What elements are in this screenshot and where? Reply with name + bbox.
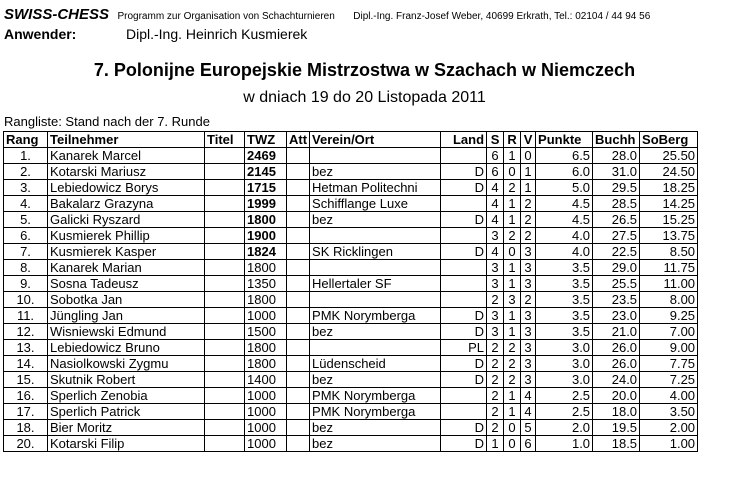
player-name-cell: Kanarek Marcel (48, 148, 205, 164)
draws-cell: 1 (504, 196, 521, 212)
draws-cell: 1 (504, 308, 521, 324)
buchholz-cell: 23.0 (593, 308, 640, 324)
title-cell (205, 196, 245, 212)
sonneborn-berger-cell: 14.25 (640, 196, 698, 212)
club-cell: bez (310, 212, 441, 228)
club-cell: bez (310, 324, 441, 340)
sonneborn-berger-cell: 4.00 (640, 388, 698, 404)
wins-cell: 1 (487, 436, 504, 452)
att-cell (287, 292, 310, 308)
draws-cell: 0 (504, 244, 521, 260)
rang-cell: 15. (4, 372, 48, 388)
title-cell (205, 372, 245, 388)
losses-cell: 3 (521, 324, 536, 340)
sonneborn-berger-cell: 7.25 (640, 372, 698, 388)
buchholz-cell: 26.0 (593, 340, 640, 356)
club-cell: bez (310, 420, 441, 436)
att-cell (287, 212, 310, 228)
points-cell: 2.5 (536, 404, 593, 420)
rang-cell: 14. (4, 356, 48, 372)
draws-cell: 1 (504, 276, 521, 292)
points-cell: 3.0 (536, 340, 593, 356)
club-cell (310, 260, 441, 276)
att-cell (287, 228, 310, 244)
country-cell (441, 276, 487, 292)
wins-cell: 6 (487, 148, 504, 164)
club-cell (310, 228, 441, 244)
points-cell: 4.5 (536, 212, 593, 228)
title-cell (205, 324, 245, 340)
wins-cell: 2 (487, 356, 504, 372)
rang-cell: 4. (4, 196, 48, 212)
col-header-punkte: Punkte (536, 132, 593, 148)
losses-cell: 0 (521, 148, 536, 164)
rating-cell: 1000 (245, 388, 287, 404)
col-header-v: V (521, 132, 536, 148)
rating-cell: 1350 (245, 276, 287, 292)
player-name-cell: Lebiedowicz Bruno (48, 340, 205, 356)
rang-cell: 11. (4, 308, 48, 324)
rating-cell: 1800 (245, 356, 287, 372)
rang-cell: 5. (4, 212, 48, 228)
points-cell: 3.0 (536, 356, 593, 372)
losses-cell: 2 (521, 228, 536, 244)
rating-cell: 1000 (245, 404, 287, 420)
buchholz-cell: 29.0 (593, 260, 640, 276)
rating-cell: 1900 (245, 228, 287, 244)
club-cell: SK Ricklingen (310, 244, 441, 260)
title-cell (205, 164, 245, 180)
country-cell (441, 404, 487, 420)
rating-cell: 2469 (245, 148, 287, 164)
club-cell: PMK Norymberga (310, 308, 441, 324)
table-row (4, 436, 698, 452)
draws-cell: 1 (504, 388, 521, 404)
draws-cell: 2 (504, 228, 521, 244)
player-name-cell: Galicki Ryszard (48, 212, 205, 228)
player-name-cell: Bakalarz Grazyna (48, 196, 205, 212)
draws-cell: 0 (504, 164, 521, 180)
wins-cell: 3 (487, 276, 504, 292)
rating-cell: 1800 (245, 212, 287, 228)
title-cell (205, 260, 245, 276)
club-cell: bez (310, 436, 441, 452)
col-header-att: Att (287, 132, 310, 148)
draws-cell: 1 (504, 404, 521, 420)
draws-cell: 1 (504, 260, 521, 276)
buchholz-cell: 19.5 (593, 420, 640, 436)
rang-cell: 9. (4, 276, 48, 292)
table-row (4, 212, 698, 228)
att-cell (287, 420, 310, 436)
losses-cell: 6 (521, 436, 536, 452)
rating-cell: 1800 (245, 260, 287, 276)
player-name-cell: Wisniewski Edmund (48, 324, 205, 340)
losses-cell: 3 (521, 244, 536, 260)
points-cell: 4.5 (536, 196, 593, 212)
draws-cell: 3 (504, 292, 521, 308)
sonneborn-berger-cell: 18.25 (640, 180, 698, 196)
title-cell (205, 404, 245, 420)
losses-cell: 5 (521, 420, 536, 436)
sonneborn-berger-cell: 8.00 (640, 292, 698, 308)
losses-cell: 3 (521, 276, 536, 292)
club-cell: Hellertaler SF (310, 276, 441, 292)
title-cell (205, 340, 245, 356)
rating-cell: 1715 (245, 180, 287, 196)
sonneborn-berger-cell: 8.50 (640, 244, 698, 260)
table-row (4, 260, 698, 276)
losses-cell: 3 (521, 356, 536, 372)
col-header-rang: Rang (4, 132, 48, 148)
country-cell: D (441, 324, 487, 340)
att-cell (287, 372, 310, 388)
buchholz-cell: 18.5 (593, 436, 640, 452)
table-row (4, 292, 698, 308)
wins-cell: 2 (487, 292, 504, 308)
sonneborn-berger-cell: 1.00 (640, 436, 698, 452)
rang-cell: 17. (4, 404, 48, 420)
rang-cell: 1. (4, 148, 48, 164)
club-cell (310, 340, 441, 356)
col-header-s: S (487, 132, 504, 148)
country-cell (441, 260, 487, 276)
country-cell: D (441, 436, 487, 452)
sonneborn-berger-cell: 15.25 (640, 212, 698, 228)
title-cell (205, 148, 245, 164)
country-cell (441, 228, 487, 244)
sonneborn-berger-cell: 11.75 (640, 260, 698, 276)
sonneborn-berger-cell: 11.00 (640, 276, 698, 292)
rating-cell: 2145 (245, 164, 287, 180)
losses-cell: 3 (521, 372, 536, 388)
player-name-cell: Jüngling Jan (48, 308, 205, 324)
buchholz-cell: 27.5 (593, 228, 640, 244)
author-address: Dipl.-Ing. Franz-Josef Weber, 40699 Erkrath, Tel.: 02104 / 44 94 56 (353, 11, 651, 22)
losses-cell: 1 (521, 180, 536, 196)
rang-cell: 6. (4, 228, 48, 244)
points-cell: 4.0 (536, 244, 593, 260)
sonneborn-berger-cell: 25.50 (640, 148, 698, 164)
att-cell (287, 388, 310, 404)
buchholz-cell: 23.5 (593, 292, 640, 308)
program-description: Programm zur Organisation von Schachturnieren (117, 11, 335, 22)
rang-cell: 16. (4, 388, 48, 404)
club-cell: Lüdenscheid (310, 356, 441, 372)
losses-cell: 2 (521, 212, 536, 228)
col-header-twz: TWZ (245, 132, 287, 148)
table-row (4, 324, 698, 340)
club-cell (310, 292, 441, 308)
table-row (4, 180, 698, 196)
country-cell: D (441, 308, 487, 324)
buchholz-cell: 22.5 (593, 244, 640, 260)
player-name-cell: Kusmierek Kasper (48, 244, 205, 260)
sonneborn-berger-cell: 3.50 (640, 404, 698, 420)
buchholz-cell: 28.5 (593, 196, 640, 212)
points-cell: 3.5 (536, 260, 593, 276)
draws-cell: 1 (504, 324, 521, 340)
points-cell: 3.5 (536, 308, 593, 324)
draws-cell: 1 (504, 148, 521, 164)
buchholz-cell: 26.0 (593, 356, 640, 372)
buchholz-cell: 18.0 (593, 404, 640, 420)
points-cell: 3.5 (536, 324, 593, 340)
att-cell (287, 260, 310, 276)
player-name-cell: Skutnik Robert (48, 372, 205, 388)
table-row (4, 164, 698, 180)
player-name-cell: Sobotka Jan (48, 292, 205, 308)
losses-cell: 4 (521, 404, 536, 420)
title-cell (205, 388, 245, 404)
rang-cell: 8. (4, 260, 48, 276)
table-row (4, 244, 698, 260)
player-name-cell: Kanarek Marian (48, 260, 205, 276)
country-cell: D (441, 356, 487, 372)
country-cell: D (441, 372, 487, 388)
buchholz-cell: 28.0 (593, 148, 640, 164)
club-cell: PMK Norymberga (310, 404, 441, 420)
brand-name: SWISS-CHESS (4, 6, 110, 23)
country-cell: PL (441, 340, 487, 356)
att-cell (287, 196, 310, 212)
sonneborn-berger-cell: 2.00 (640, 420, 698, 436)
att-cell (287, 244, 310, 260)
losses-cell: 3 (521, 340, 536, 356)
club-cell: Schifflange Luxe (310, 196, 441, 212)
col-header-verein: Verein/Ort (310, 132, 441, 148)
col-header-buchh: Buchh (593, 132, 640, 148)
points-cell: 4.0 (536, 228, 593, 244)
player-name-cell: Lebiedowicz Borys (48, 180, 205, 196)
player-name-cell: Nasiolkowski Zygmu (48, 356, 205, 372)
att-cell (287, 436, 310, 452)
wins-cell: 2 (487, 420, 504, 436)
title-cell (205, 244, 245, 260)
title-cell (205, 292, 245, 308)
country-cell: D (441, 420, 487, 436)
rang-cell: 3. (4, 180, 48, 196)
draws-cell: 1 (504, 212, 521, 228)
rating-cell: 1500 (245, 324, 287, 340)
points-cell: 6.5 (536, 148, 593, 164)
rating-cell: 1999 (245, 196, 287, 212)
wins-cell: 4 (487, 196, 504, 212)
points-cell: 6.0 (536, 164, 593, 180)
rang-cell: 13. (4, 340, 48, 356)
losses-cell: 1 (521, 164, 536, 180)
wins-cell: 6 (487, 164, 504, 180)
buchholz-cell: 20.0 (593, 388, 640, 404)
country-cell (441, 148, 487, 164)
sonneborn-berger-cell: 13.75 (640, 228, 698, 244)
rang-cell: 12. (4, 324, 48, 340)
buchholz-cell: 24.0 (593, 372, 640, 388)
user-line (4, 26, 307, 42)
draws-cell: 0 (504, 436, 521, 452)
wins-cell: 2 (487, 404, 504, 420)
player-name-cell: Bier Moritz (48, 420, 205, 436)
buchholz-cell: 25.5 (593, 276, 640, 292)
player-name-cell: Sperlich Zenobia (48, 388, 205, 404)
table-row (4, 196, 698, 212)
rating-cell: 1400 (245, 372, 287, 388)
wins-cell: 2 (487, 372, 504, 388)
club-cell: bez (310, 372, 441, 388)
att-cell (287, 180, 310, 196)
country-cell (441, 292, 487, 308)
wins-cell: 2 (487, 340, 504, 356)
title-cell (205, 308, 245, 324)
table-row (4, 148, 698, 164)
title-cell (205, 180, 245, 196)
tournament-title: 7. Polonijne Europejskie Mistrzostwa w Szachach w Niemczech (93, 60, 636, 80)
points-cell: 5.0 (536, 180, 593, 196)
draws-cell: 2 (504, 356, 521, 372)
rang-cell: 2. (4, 164, 48, 180)
att-cell (287, 308, 310, 324)
country-cell: D (441, 180, 487, 196)
player-name-cell: Sosna Tadeusz (48, 276, 205, 292)
standings-table (3, 131, 698, 452)
points-cell: 3.5 (536, 292, 593, 308)
sonneborn-berger-cell: 7.75 (640, 356, 698, 372)
table-row (4, 388, 698, 404)
points-cell: 2.5 (536, 388, 593, 404)
table-row (4, 356, 698, 372)
att-cell (287, 148, 310, 164)
att-cell (287, 356, 310, 372)
table-row (4, 420, 698, 436)
draws-cell: 2 (504, 340, 521, 356)
sonneborn-berger-cell: 7.00 (640, 324, 698, 340)
col-header-titel: Titel (205, 132, 245, 148)
att-cell (287, 276, 310, 292)
table-row (4, 340, 698, 356)
rang-cell: 7. (4, 244, 48, 260)
rating-cell: 1000 (245, 308, 287, 324)
table-row (4, 276, 698, 292)
att-cell (287, 340, 310, 356)
country-cell (441, 196, 487, 212)
rating-cell: 1000 (245, 420, 287, 436)
title-cell (205, 356, 245, 372)
wins-cell: 4 (487, 244, 504, 260)
country-cell: D (441, 244, 487, 260)
title-cell (205, 276, 245, 292)
buchholz-cell: 21.0 (593, 324, 640, 340)
rang-cell: 10. (4, 292, 48, 308)
country-cell (441, 388, 487, 404)
att-cell (287, 404, 310, 420)
table-header-row (4, 132, 698, 148)
title-cell (205, 212, 245, 228)
club-cell: PMK Norymberga (310, 388, 441, 404)
buchholz-cell: 29.5 (593, 180, 640, 196)
wins-cell: 2 (487, 388, 504, 404)
club-cell (310, 148, 441, 164)
sonneborn-berger-cell: 24.50 (640, 164, 698, 180)
country-cell: D (441, 212, 487, 228)
sonneborn-berger-cell: 9.25 (640, 308, 698, 324)
att-cell (287, 164, 310, 180)
player-name-cell: Kotarski Mariusz (48, 164, 205, 180)
standings-label: Rangliste: Stand nach der 7. Runde (4, 114, 210, 129)
points-cell: 3.0 (536, 372, 593, 388)
player-name-cell: Sperlich Patrick (48, 404, 205, 420)
losses-cell: 2 (521, 292, 536, 308)
user-label: Anwender: (4, 26, 77, 42)
rang-cell: 18. (4, 420, 48, 436)
table-row (4, 372, 698, 388)
club-cell: bez (310, 164, 441, 180)
country-cell: D (441, 164, 487, 180)
col-header-r: R (504, 132, 521, 148)
player-name-cell: Kotarski Filip (48, 436, 205, 452)
table-row (4, 404, 698, 420)
att-cell (287, 324, 310, 340)
col-header-soberg: SoBerg (640, 132, 698, 148)
table-row (4, 308, 698, 324)
buchholz-cell: 31.0 (593, 164, 640, 180)
points-cell: 2.0 (536, 420, 593, 436)
col-header-teilnehmer: Teilnehmer (48, 132, 205, 148)
points-cell: 1.0 (536, 436, 593, 452)
rang-cell: 20. (4, 436, 48, 452)
software-header (4, 6, 650, 24)
draws-cell: 2 (504, 180, 521, 196)
losses-cell: 3 (521, 260, 536, 276)
title-cell (205, 228, 245, 244)
sonneborn-berger-cell: 9.00 (640, 340, 698, 356)
wins-cell: 3 (487, 324, 504, 340)
wins-cell: 4 (487, 212, 504, 228)
tournament-dates: w dniach 19 do 20 Listopada 2011 (243, 89, 486, 106)
rating-cell: 1800 (245, 340, 287, 356)
buchholz-cell: 26.5 (593, 212, 640, 228)
draws-cell: 2 (504, 372, 521, 388)
table-row (4, 228, 698, 244)
points-cell: 3.5 (536, 276, 593, 292)
draws-cell: 0 (504, 420, 521, 436)
col-header-land: Land (441, 132, 487, 148)
rating-cell: 1824 (245, 244, 287, 260)
user-name: Dipl.-Ing. Heinrich Kusmierek (126, 26, 308, 42)
losses-cell: 3 (521, 308, 536, 324)
player-name-cell: Kusmierek Phillip (48, 228, 205, 244)
wins-cell: 3 (487, 228, 504, 244)
club-cell: Hetman Politechni (310, 180, 441, 196)
title-cell (205, 436, 245, 452)
rating-cell: 1000 (245, 436, 287, 452)
losses-cell: 2 (521, 196, 536, 212)
wins-cell: 3 (487, 308, 504, 324)
wins-cell: 3 (487, 260, 504, 276)
title-cell (205, 420, 245, 436)
losses-cell: 4 (521, 388, 536, 404)
wins-cell: 4 (487, 180, 504, 196)
rating-cell: 1800 (245, 292, 287, 308)
